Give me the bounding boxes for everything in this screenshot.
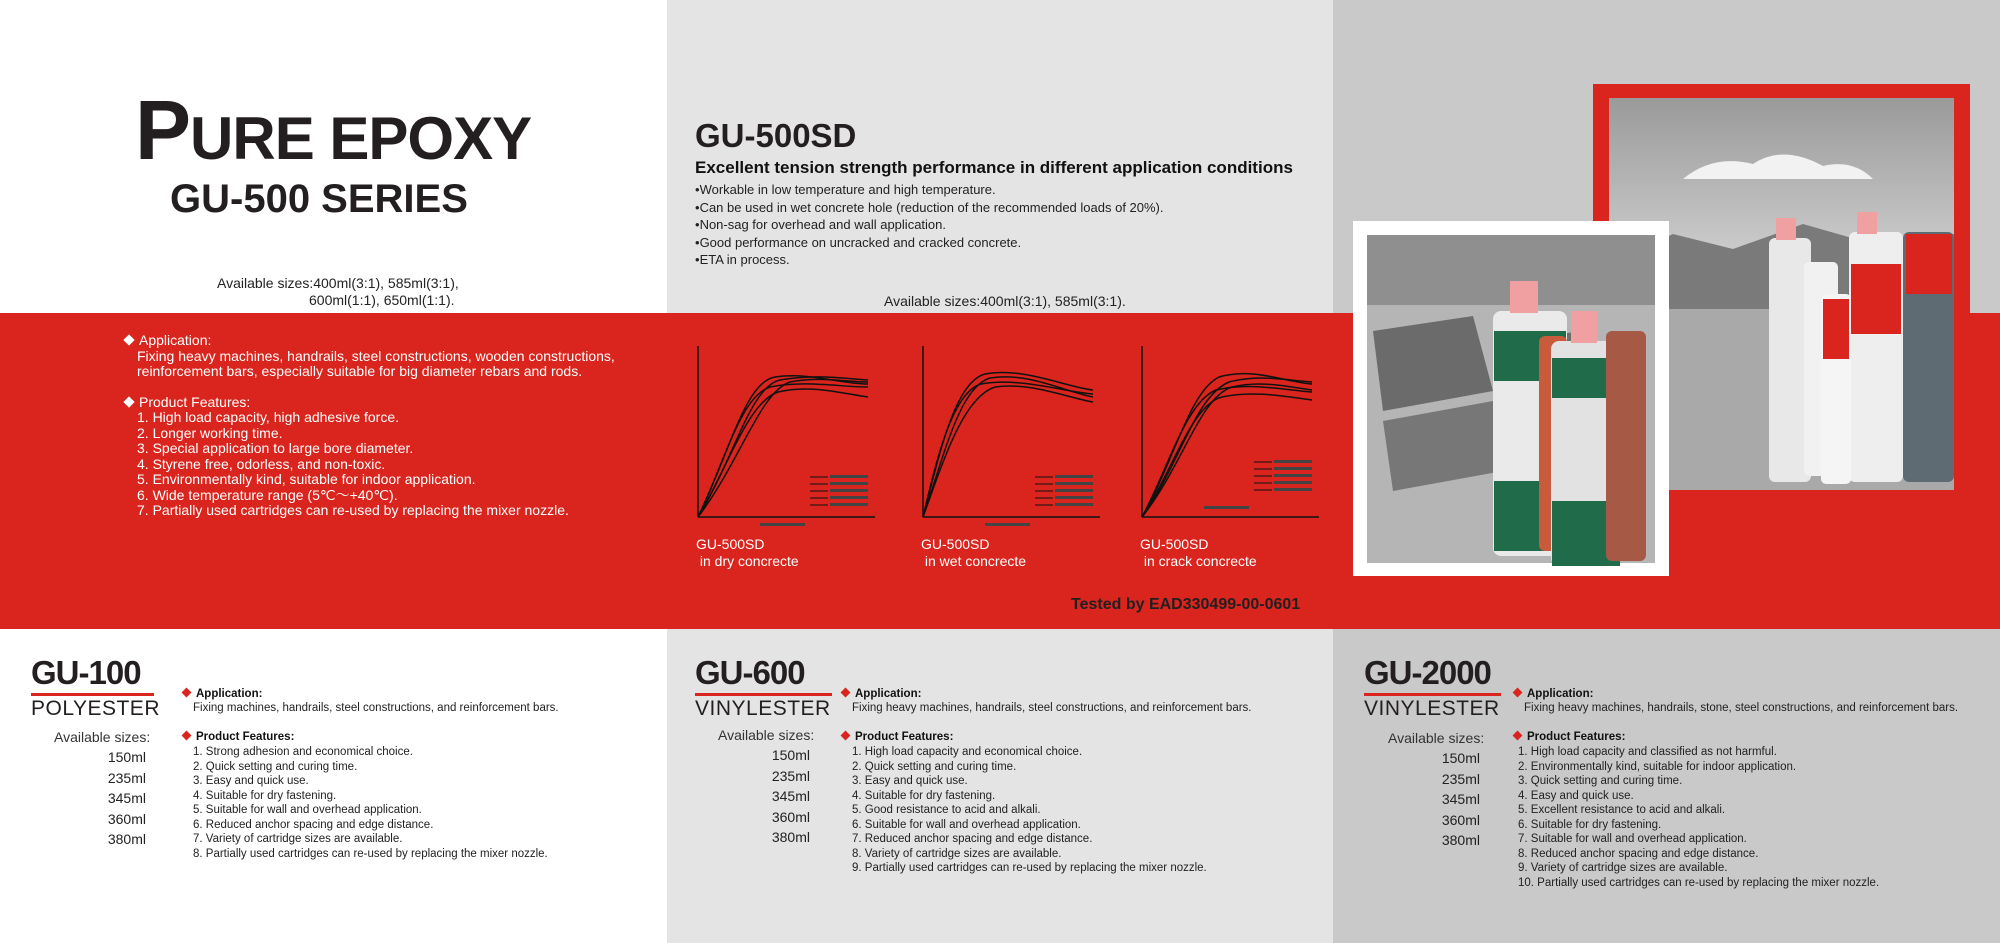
pure-sizes-line1: Available sizes:400ml(3:1), 585ml(3:1), [217, 275, 459, 291]
application-line: Fixing heavy machines, handrails, steel constructions, wooden constructions, [137, 347, 615, 364]
bullet-item: • Non-sag for overhead and wall application. [695, 216, 1164, 234]
features-heading: Product Features: [181, 731, 294, 743]
feature-item: 5. Suitable for wall and overhead application. [193, 804, 422, 816]
feature-item: 6. Suitable for wall and overhead application. [852, 818, 1081, 831]
application-text: Fixing heavy machines, handrails, stone, steel constructions, and reinforcement bars. [1524, 702, 1959, 714]
size-item: 345ml [107, 790, 146, 806]
diamond-bullet-icon [123, 396, 134, 407]
feature-item: 1. Strong adhesion and economical choice. [193, 746, 413, 758]
feature-item: 3. Quick setting and curing time. [1518, 775, 1683, 787]
feature-item: 4. Suitable for dry fastening. [852, 789, 996, 802]
red-diamond-icon [182, 688, 192, 698]
product-type: POLYESTER [31, 697, 160, 720]
features-heading: Product Features: [1512, 731, 1625, 743]
tested-by-label: Tested by EAD330499-00-0601 [1071, 596, 1301, 613]
product-underline [1364, 693, 1501, 696]
features-list [1518, 745, 1879, 890]
diamond-bullet-icon [123, 334, 134, 345]
size-item: 150ml [1441, 750, 1480, 766]
size-item: 235ml [107, 769, 146, 786]
product-underline [31, 693, 154, 696]
size-item: 150ml [771, 747, 810, 763]
feature-item: 2. Quick setting and curing time. [852, 760, 1017, 773]
red-diamond-icon [841, 731, 851, 741]
bullet-item: • Can be used in wet concrete hole (reduction of the recommended loads of 20%). [695, 199, 1164, 217]
application-heading: Application: [123, 333, 615, 349]
feature-item: 2. Longer working time. [137, 424, 283, 441]
chart-caption-wet: GU-500SD in wet concrecte [921, 536, 1027, 569]
feature-item: 1. High load capacity and classified as not harmful. [1518, 746, 1777, 758]
red-diamond-icon [841, 688, 851, 698]
product-name: GU-100 [31, 654, 141, 691]
feature-item: 9. Variety of cartridge sizes are available. [1518, 862, 1728, 874]
product-type: VINYLESTER [695, 697, 831, 720]
size-item: 380ml [1441, 832, 1480, 848]
size-item: 360ml [107, 810, 146, 827]
application-heading: Application: [1512, 688, 1593, 700]
size-item: 235ml [771, 767, 810, 784]
feature-item: 6. Reduced anchor spacing and edge distance. [193, 818, 434, 831]
application-text: Fixing heavy machines, handrails, steel constructions, and reinforcement bars. [852, 702, 1252, 714]
feature-item: 2. Environmentally kind, suitable for indoor application. [1518, 760, 1797, 773]
feature-item: 8. Reduced anchor spacing and edge distance. [1518, 847, 1759, 860]
application-heading: Application: [181, 688, 262, 700]
gu500sd-bullets [695, 181, 1164, 269]
red-diamond-icon [1513, 688, 1523, 698]
available-sizes-label: Available sizes: [718, 727, 815, 743]
feature-item: 7. Variety of cartridge sizes are available. [193, 833, 403, 845]
product-type: VINYLESTER [1364, 697, 1500, 720]
size-item: 345ml [771, 788, 810, 804]
gu500sd-subtitle: Excellent tension strength performance in different application conditions [695, 158, 1293, 177]
chart-caption-crack: GU-500SD in crack concrecte [1140, 536, 1257, 569]
load-chart-dry [690, 342, 880, 532]
application-line: reinforcement bars, especially suitable for big diameter rebars and rods. [137, 363, 583, 379]
feature-item: 2. Quick setting and curing time. [193, 760, 358, 773]
bullet-item: • Good performance on uncracked and cracked concrete. [695, 234, 1164, 252]
size-item: 380ml [107, 831, 146, 847]
features-heading: Product Features: [840, 731, 953, 743]
feature-item: 8. Variety of cartridge sizes are available. [852, 847, 1062, 860]
red-diamond-icon [182, 731, 192, 741]
feature-item: 7. Partially used cartridges can re-used by replacing the mixer nozzle. [137, 502, 569, 518]
pure-epoxy-title: PURE EPOXY [135, 83, 532, 177]
feature-item: 4. Styrene free, odorless, and non-toxic. [137, 455, 386, 472]
feature-item: 5. Good resistance to acid and alkali. [852, 804, 1041, 816]
bullet-item: • Workable in low temperature and high temperature. [695, 181, 1164, 199]
size-item: 380ml [771, 829, 810, 845]
size-item: 360ml [1441, 811, 1480, 828]
feature-item: 8. Partially used cartridges can re-used by replacing the mixer nozzle. [193, 847, 548, 860]
product-photo-solar [1353, 221, 1669, 576]
available-sizes-label: Available sizes: [1388, 730, 1485, 746]
available-sizes-label: Available sizes: [54, 729, 151, 745]
feature-item: 9. Partially used cartridges can re-used by replacing the mixer nozzle. [852, 862, 1207, 874]
features-list [123, 410, 615, 519]
size-item: 235ml [1441, 770, 1480, 787]
feature-item: 7. Suitable for wall and overhead application. [1518, 833, 1747, 845]
feature-item: 4. Easy and quick use. [1518, 789, 1634, 802]
feature-item: 3. Easy and quick use. [852, 775, 968, 787]
size-list [96, 747, 146, 850]
feature-item: 1. High load capacity, high adhesive force. [137, 409, 400, 425]
application-block [123, 333, 615, 519]
size-list [1430, 748, 1480, 851]
size-item: 345ml [1441, 791, 1480, 807]
product-name: GU-600 [695, 654, 805, 691]
feature-item: 3. Easy and quick use. [193, 775, 309, 787]
feature-item: 7. Reduced anchor spacing and edge distance. [852, 833, 1093, 845]
gu500sd-title: GU-500SD [695, 117, 857, 154]
feature-item: 3. Special application to large bore diameter. [137, 440, 414, 456]
chart-caption-dry: GU-500SD in dry concrecte [696, 536, 799, 569]
features-heading: Product Features: [123, 395, 615, 411]
feature-item: 6. Suitable for dry fastening. [1518, 818, 1662, 831]
feature-item: 4. Suitable for dry fastening. [193, 789, 337, 802]
photo-frame-front [1353, 221, 1669, 576]
load-chart-wet [915, 342, 1105, 532]
load-chart-crack [1134, 342, 1324, 532]
pure-sizes-line2: 600ml(1:1), 650ml(1:1). [309, 292, 455, 308]
feature-item: 1. High load capacity and economical choice. [852, 746, 1083, 758]
application-heading: Application: [840, 688, 921, 700]
product-name: GU-2000 [1364, 654, 1491, 691]
size-item: 360ml [771, 808, 810, 825]
size-list [760, 745, 810, 848]
feature-item: 10. Partially used cartridges can re-used by replacing the mixer nozzle. [1518, 876, 1880, 889]
feature-item: 6. Wide temperature range (5℃～+40℃). [137, 486, 398, 503]
product-underline [695, 693, 832, 696]
red-diamond-icon [1513, 731, 1523, 741]
series-title: GU-500 SERIES [170, 177, 468, 221]
gu500sd-sizes: Available sizes:400ml(3:1), 585ml(3:1). [884, 293, 1126, 309]
feature-item: 5. Excellent resistance to acid and alkali. [1518, 804, 1726, 816]
feature-item: 5. Environmentally kind, suitable for indoor application. [137, 471, 476, 487]
application-text: Fixing machines, handrails, steel constructions, and reinforcement bars. [193, 702, 559, 714]
features-list [852, 745, 1207, 876]
bullet-item: • ETA in process. [695, 251, 1164, 269]
size-item: 150ml [107, 749, 146, 765]
features-list [193, 745, 548, 861]
